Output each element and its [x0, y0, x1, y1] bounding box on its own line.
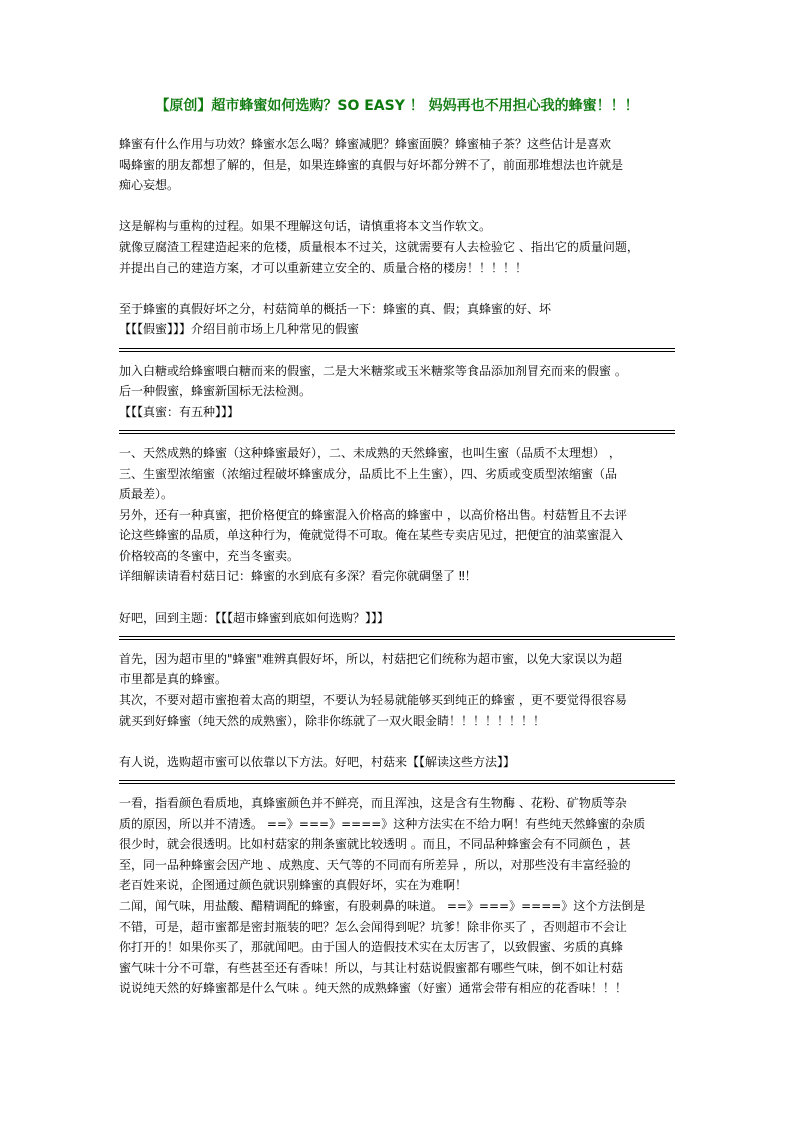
double-rule-divider — [119, 628, 675, 649]
paragraph-line: 加入白糖或给蜂蜜喂白糖而来的假蜜，二是大米糖浆或玉米糖浆等食品添加剂冒充而来的假蜜 。 — [119, 363, 627, 378]
paragraph-line: 价格较高的冬蜜中，充当冬蜜卖。 — [119, 548, 300, 563]
paragraph-line: 至于蜂蜜的真假好坏之分，村菇简单的概括一下：蜂蜜的真、假；真蜂蜜的好、坏 — [119, 301, 552, 316]
paragraph-line: 【【【假蜜】】】介绍目前市场上几种常见的假蜜 — [119, 322, 360, 337]
paragraph-line: 好吧，回到主题：【【【超市蜂蜜到底如何选购？】】】 — [119, 610, 390, 625]
paragraph-line: 就像豆腐渣工程建造起来的危楼，质量根本不过关，这就需要有人去检验它 、指出它的质量问题， — [119, 239, 639, 254]
paragraph-line: 详细解读请看村菇日记：蜂蜜的水到底有多深？看完你就碉堡了 ‼！ — [119, 569, 477, 584]
paragraph-line: 并提出自己的建造方案，才可以重新建立安全的、质量合格的楼房！！！！！ — [119, 260, 528, 275]
paragraph-line: 一、天然成熟的蜂蜜（这种蜂蜜最好），二、未成熟的天然蜂蜜，也叫生蜜（品质不太理想） ， — [119, 445, 621, 460]
paragraph-line: 很少时，就会很透明。比如村菇家的荆条蜜就比较透明 。而且，不同品种蜂蜜会有不同颜色 ，甚 — [119, 837, 631, 852]
blank-line — [119, 587, 675, 608]
document-page — [119, 96, 675, 999]
paragraph-line: 你打开的！如果你买了，那就闻吧。由于国人的造假技术实在太厉害了，以致假蜜、劣质的真蜂 — [119, 940, 624, 955]
paragraph-line: 至，同一品种蜂蜜会因产地 、成熟度、天气等的不同而有所差异 ，所以，对那些没有丰富经验的 — [119, 857, 631, 872]
paragraph-line: 其次，不要对超市蜜抱着太高的期望，不要认为轻易就能够买到纯正的蜂蜜 ，更不要觉得很容易 — [119, 693, 627, 708]
paragraph-line: 质的原因，所以并不清透。 ==》===》====》这种方法实在不给力啊！有些纯天然蜂蜜的杂质 — [119, 816, 646, 831]
paragraph-line: 有人说，选购超市蜜可以依靠以下方法。好吧，村菇来【【解读这些方法】】 — [119, 754, 516, 769]
paragraph-line: 一看，指看颜色看质地，真蜂蜜颜色并不鲜亮，而且浑浊，这是含有生物酶 、花粉、矿物质等杂 — [119, 796, 627, 810]
paragraph-line: 蜜气味十分不可靠，有些甚至还有香味！所以，与其让村菇说假蜜都有哪些气味，倒不如让村菇 — [119, 960, 624, 975]
paragraph-line: 论这些蜂蜜的品质，单这种行为，俺就觉得不可取。俺在某些专卖店见过，把便宜的油菜蜜混入 — [119, 528, 624, 543]
blank-line — [119, 731, 675, 752]
paragraph-line: 首先，因为超市里的"蜂蜜"难辨真假好坏，所以，村菇把它们统称为超市蜜，以免大家误以为超 — [119, 651, 623, 666]
paragraph-line: 不错，可是，超市蜜都是密封瓶装的吧？怎么会闻得到呢？坑爹！除非你买了 ，否则超市不会让 — [119, 919, 627, 934]
paragraph-line: 老百姓来说，企图通过颜色就识别蜂蜜的真假好坏，实在为难啊！ — [119, 878, 468, 893]
paragraph-line: 痴心妄想。 — [119, 178, 180, 193]
double-rule-divider — [119, 422, 675, 443]
double-rule-divider — [119, 340, 675, 361]
article-body — [119, 134, 675, 999]
paragraph-line: 质最差）。 — [119, 487, 174, 502]
paragraph-line: 喝蜂蜜的朋友都想了解的，但是，如果连蜂蜜的真假与好坏都分辨不了，前面那堆想法也许就是 — [119, 157, 624, 172]
blank-line — [119, 278, 675, 299]
double-rule-divider — [119, 772, 675, 793]
paragraph-line: 后一种假蜜，蜂蜜新国标无法检测。 — [119, 384, 312, 399]
paragraph-line: 蜂蜜有什么作用与功效？蜂蜜水怎么喝？蜂蜜减肥？蜂蜜面膜？蜂蜜柚子茶？这些估计是喜欢 — [119, 137, 612, 151]
paragraph-line: 市里都是真的蜂蜜。 — [119, 672, 228, 687]
paragraph-line: 【【【真蜜：有五种】】】 — [119, 404, 240, 419]
blank-line — [119, 196, 675, 217]
paragraph-line: 另外，还有一种真蜜，把价格便宜的蜂蜜混入价格高的蜂蜜中 ，以高价格出售。村菇暂且不去评 — [119, 507, 627, 522]
paragraph-line: 三、生蜜型浓缩蜜（浓缩过程破坏蜂蜜成分，品质比不上生蜜），四、劣质或变质型浓缩蜜（品 — [119, 466, 618, 481]
paragraph-line: 说说纯天然的好蜂蜜都是什么气味 。纯天然的成熟蜂蜜（好蜜）通常会带有相应的花香味！！！ — [119, 981, 627, 996]
paragraph-line: 这是解构与重构的过程。如果不理解这句话，请慎重将本文当作软文。 — [119, 219, 492, 234]
paragraph-line: 就买到好蜂蜜（纯天然的成熟蜜），除非你练就了一双火眼金睛！！！！！！！！ — [119, 713, 546, 728]
article-title: 【原创】超市蜂蜜如何选购？SO EASY ！ 妈妈再也不用担心我的蜂蜜！！！ — [155, 98, 639, 114]
paragraph-line: 二闻，闻气味，用盐酸、醋精调配的蜂蜜，有股刺鼻的味道。 ==》===》====》这个方法倒是 — [119, 898, 646, 913]
